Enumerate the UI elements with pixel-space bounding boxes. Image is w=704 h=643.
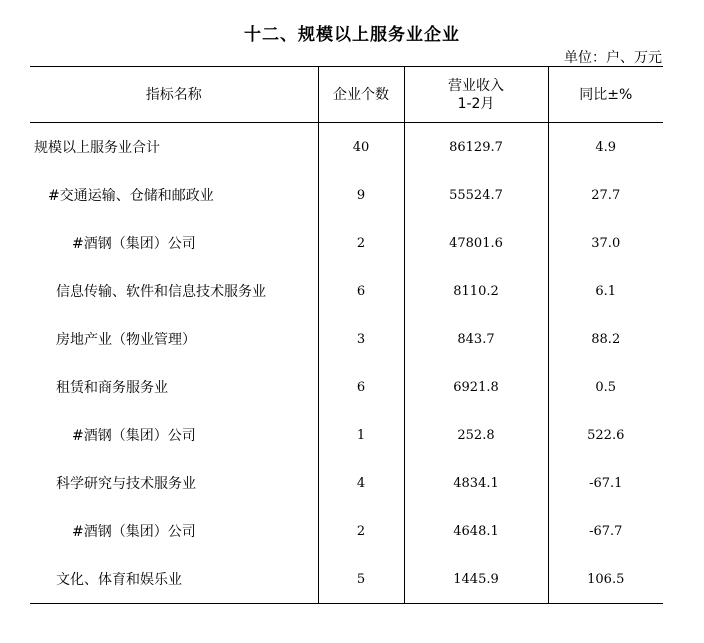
row-name: #酒钢（集团）公司 <box>72 236 196 252</box>
row-yoy: 106.5 <box>548 555 663 604</box>
row-count: 6 <box>318 267 404 315</box>
header-yoy: 同比±% <box>548 67 663 123</box>
page-title: 十二、规模以上服务业企业 <box>244 25 460 45</box>
header-revenue-line2: 1-2月 <box>457 95 495 112</box>
row-yoy: -67.1 <box>548 459 663 507</box>
header-name: 指标名称 <box>30 67 318 123</box>
row-count: 6 <box>318 363 404 411</box>
row-revenue: 8110.2 <box>404 267 548 315</box>
header-revenue <box>404 67 548 123</box>
row-count: 9 <box>318 171 404 219</box>
row-count: 3 <box>318 315 404 363</box>
table-row <box>30 123 663 172</box>
row-name: #交通运输、仓储和邮政业 <box>48 188 214 204</box>
services-table <box>30 66 663 604</box>
row-yoy: 0.5 <box>548 363 663 411</box>
table-row <box>30 171 663 219</box>
row-revenue: 4834.1 <box>404 459 548 507</box>
row-count: 4 <box>318 459 404 507</box>
table-row <box>30 555 663 604</box>
table-header-row <box>30 67 663 123</box>
row-yoy: 27.7 <box>548 171 663 219</box>
table-row <box>30 219 663 267</box>
row-name: #酒钢（集团）公司 <box>72 428 196 444</box>
row-revenue: 47801.6 <box>404 219 548 267</box>
row-yoy: 6.1 <box>548 267 663 315</box>
row-name: 信息传输、软件和信息技术服务业 <box>56 284 266 300</box>
row-name: 科学研究与技术服务业 <box>56 476 196 492</box>
row-name: 房地产业（物业管理） <box>56 332 196 348</box>
row-name: 租赁和商务服务业 <box>56 380 168 396</box>
row-revenue: 86129.7 <box>404 123 548 172</box>
table-row <box>30 411 663 459</box>
row-yoy: 88.2 <box>548 315 663 363</box>
row-count: 5 <box>318 555 404 604</box>
row-yoy: 37.0 <box>548 219 663 267</box>
row-revenue: 252.8 <box>404 411 548 459</box>
row-yoy: 4.9 <box>548 123 663 172</box>
row-revenue: 843.7 <box>404 315 548 363</box>
row-revenue: 6921.8 <box>404 363 548 411</box>
row-count: 2 <box>318 219 404 267</box>
row-count: 40 <box>318 123 404 172</box>
table-row <box>30 459 663 507</box>
header-count: 企业个数 <box>318 67 404 123</box>
row-revenue: 1445.9 <box>404 555 548 604</box>
header-revenue-line1: 营业收入 <box>448 77 504 94</box>
row-count: 2 <box>318 507 404 555</box>
table-row <box>30 267 663 315</box>
row-name: 文化、体育和娱乐业 <box>30 555 318 604</box>
table-row <box>30 507 663 555</box>
row-yoy: -67.7 <box>548 507 663 555</box>
row-yoy: 522.6 <box>548 411 663 459</box>
row-name: #酒钢（集团）公司 <box>72 524 196 540</box>
row-revenue: 4648.1 <box>404 507 548 555</box>
unit-label: 单位：户、万元 <box>564 50 662 66</box>
table-row <box>30 363 663 411</box>
row-name: 规模以上服务业合计 <box>34 140 160 156</box>
row-revenue: 55524.7 <box>404 171 548 219</box>
table-row <box>30 315 663 363</box>
row-count: 1 <box>318 411 404 459</box>
